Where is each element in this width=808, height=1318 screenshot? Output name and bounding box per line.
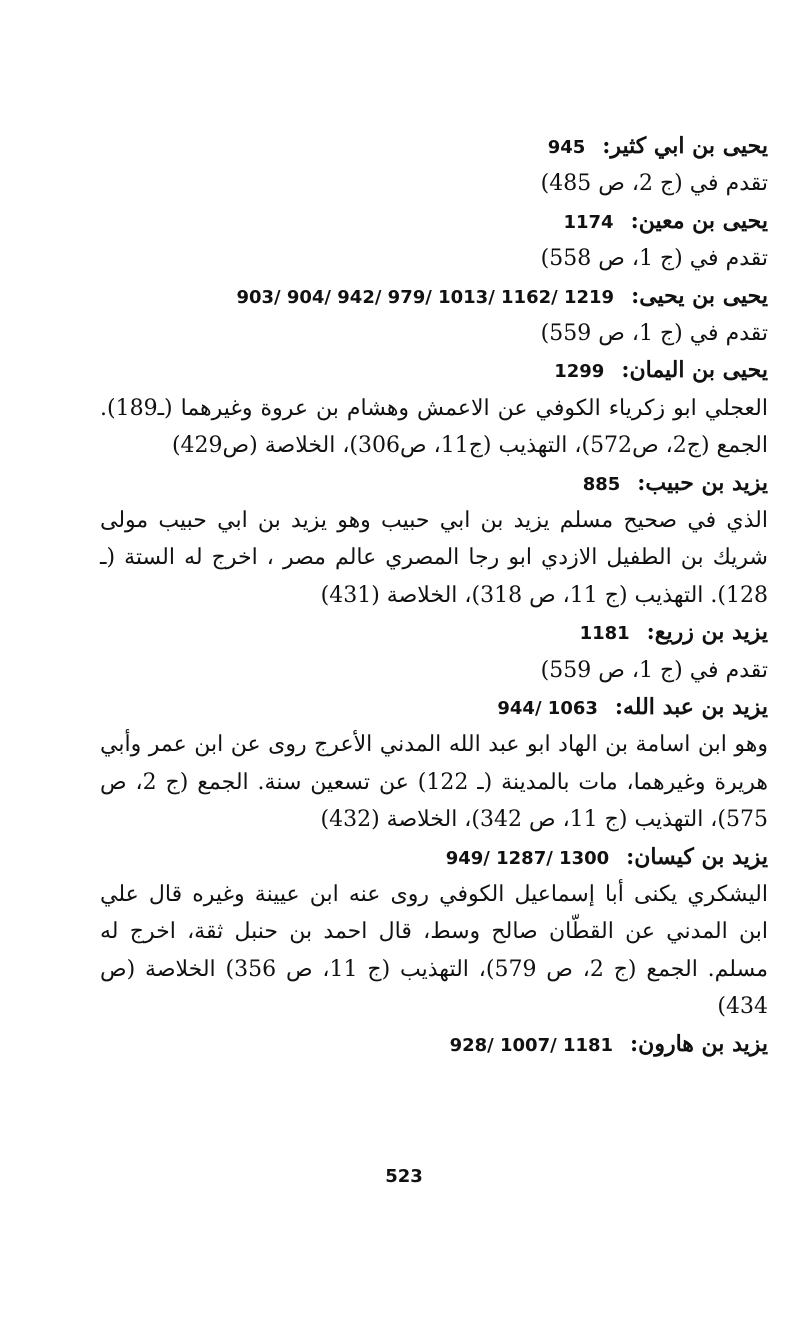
entry-name: يزيد بن عبد الله: [614,693,768,720]
entry-text: اليشكري يكنى أبا إسماعيل الكوفي روى عنه ابن عيينة وغيره قال علي ابن المدني عن القطّان صالح وسط، قال احمد بن حنبل ثقة، اخرج له مسلم. الجمع (ج 2، ص 579)، التهذيب (ج 11، ص 356) الخلاصة (ص 434) [100,881,769,1020]
page-number: 523 [385,1166,423,1187]
entry-text: تقدم في (ج 1، ص 559) [540,320,768,346]
entry-text: تقدم في (ج 1، ص 558) [540,246,768,272]
entry-numbers: 1181 [579,623,630,645]
entry-text: تقدم في (ج 1، ص 559) [540,657,768,683]
entry-numbers: 944/ 1063 [497,697,598,719]
entry-name: يحيى بن اليمان: [621,357,768,384]
entry-numbers: 903/ 904/ 942/ 979/ 1013/ 1162/ 1219 [236,286,615,308]
entry-name: يحيى بن يحيى: [631,282,768,309]
page-body [100,128,768,1063]
entry-text: وهو ابن اسامة بن الهاد ابو عبد الله المدني الأعرج روى عن ابن عمر وأبي هريرة وغيرهما، مات بالمدينة (ـ 122) عن تسعين سنة. الجمع (ج 2، ص 575)، التهذيب (ج 11، ص 342)، الخلاصة (432) [100,732,768,833]
entry-heading [100,689,768,726]
entry-numbers: 949/ 1287/ 1300 [445,847,610,869]
entry-numbers: 1299 [554,361,605,383]
entry-numbers: 885 [582,473,621,495]
entry-text: الذي في صحيح مسلم يزيد بن ابي حبيب وهو يزيد بن ابي حبيب مولى شريك بن الطفيل الازدي ابو رجا المصري عالم مصر ، اخرج له الستة (ـ 128). التهذيب (ج 11، ص 318)، الخلاصة (431) [100,507,768,608]
entry-heading [100,839,768,876]
entry-name: يحيى بن معين: [630,207,768,234]
entry-text: العجلي ابو زكرياء الكوفي عن الاعمش وهشام بن عروة وغيرهما (ـ189). الجمع (ج2، ص572)، التهذيب (ج11، ص306)، الخلاصة (ص429) [100,395,768,459]
entry-heading [100,352,768,389]
entry-name: يزيد بن كيسان: [626,843,768,870]
entry-heading [100,128,768,165]
entry-numbers: 1174 [563,211,614,233]
entry-heading [100,203,768,240]
entry-heading [100,1026,768,1063]
entry-name: يزيد بن حبيب: [637,469,768,496]
entry-heading [100,465,768,502]
entry-name: يزيد بن زريع: [646,619,768,646]
entry-text: تقدم في (ج 2، ص 485) [540,171,768,197]
entry-numbers: 928/ 1007/ 1181 [449,1034,614,1056]
entry-name: يحيى بن ابي كثير: [602,133,768,159]
entry-numbers: 945 [547,137,586,158]
entry-heading [100,278,768,315]
entry-name: يزيد بن هارون: [630,1030,768,1057]
entry-heading [100,614,768,651]
